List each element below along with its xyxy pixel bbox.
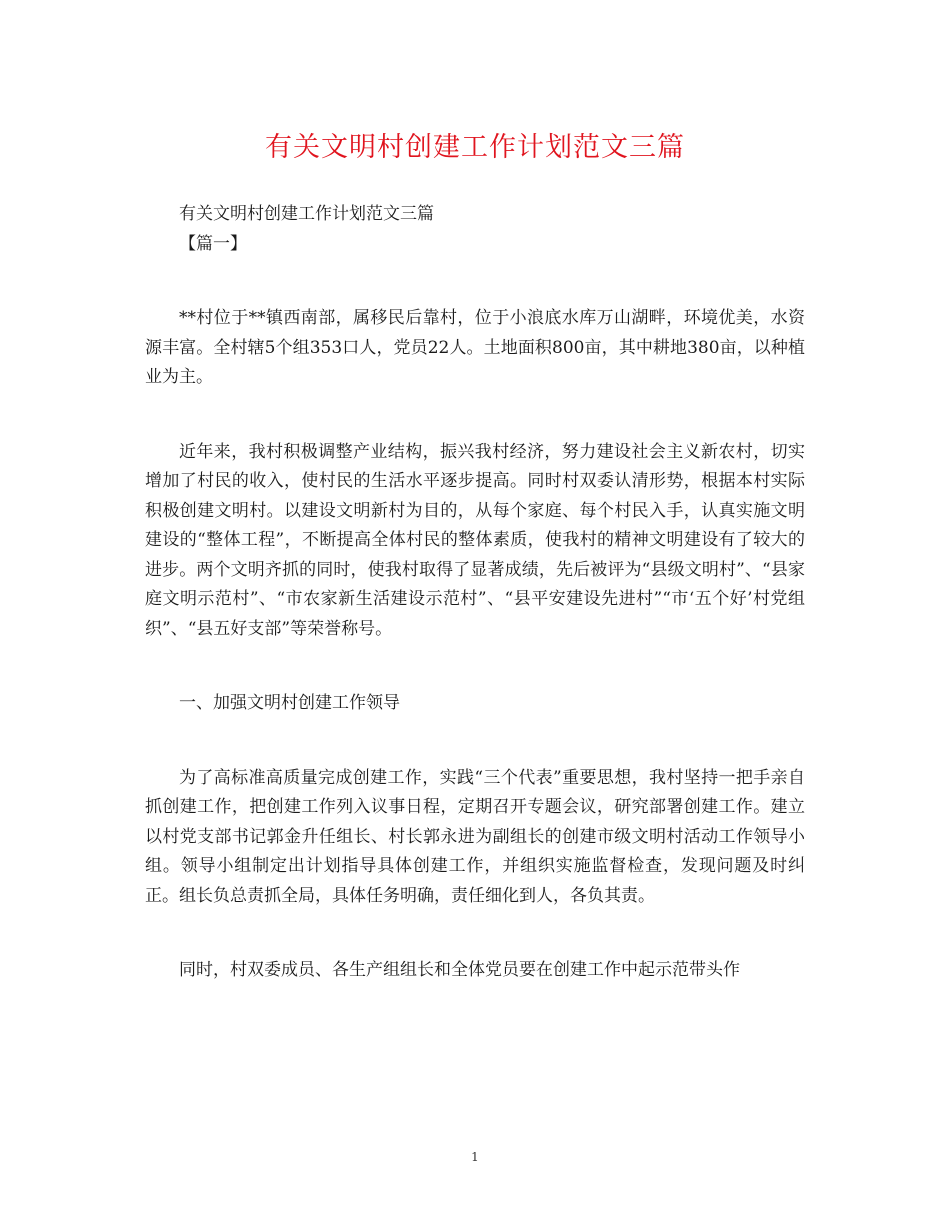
spacer <box>145 644 805 689</box>
paragraph-intro: **村位于**镇西南部，属移民后靠村，位于小浪底水库万山湖畔，环境优美，水资源丰富。全村辖5个组353口人，党员22人。土地面积800亩，其中耕地380亩，以种植业为主。 <box>145 308 805 387</box>
subtitle: 有关文明村创建工作计划范文三篇 <box>179 204 434 224</box>
document-title: 有关文明村创建工作计划范文三篇 <box>265 132 685 163</box>
document-body <box>145 200 805 986</box>
section-heading-1: 一、加强文明村创建工作领导 <box>179 693 400 713</box>
page-number: 1 <box>471 1150 479 1164</box>
paragraph-members: 同时，村双委成员、各生产组组长和全体党员要在创建工作中起示范带头作 <box>179 960 740 980</box>
spacer <box>145 911 805 956</box>
spacer <box>145 719 805 764</box>
paragraph-achievements: 近年来，我村积极调整产业结构，振兴我村经济，努力建设社会主义新农村，切实增加了村民的收入，使村民的生活水平逐步提高。同时村双委认清形势，根据本村实际积极创建文明村。以建设文明新村为目的，从每个家庭、每个村民入手，认真实施文明建设的“整体工程”，不断提高全体村民的整体素质，使我村的精神文明建设有了较大的进步。两个文明齐抓的同时，使我村取得了显著成绩，先后被评为“县级文明村”、“县家庭文明示范村”、“市农家新生活建设示范村”、“县平安建设先进村”“市‘五个好’村党组织”、“县五好支部”等荣誉称号。 <box>145 441 805 639</box>
spacer <box>145 259 805 304</box>
paragraph-leadership: 为了高标准高质量完成创建工作，实践“三个代表”重要思想，我村坚持一把手亲自抓创建工作，把创建工作列入议事日程，定期召开专题会议，研究部署创建工作。建立以村党支部书记郭金升任组长、村长郭永进为副组长的创建市级文明村活动工作领导小组。领导小组制定出计划指导具体创建工作，并组织实施监督检查，发现问题及时纠正。组长负总责抓全局，具体任务明确，责任细化到人，各负其责。 <box>145 767 805 906</box>
section-label: 【篇一】 <box>179 233 247 254</box>
spacer <box>145 393 805 438</box>
